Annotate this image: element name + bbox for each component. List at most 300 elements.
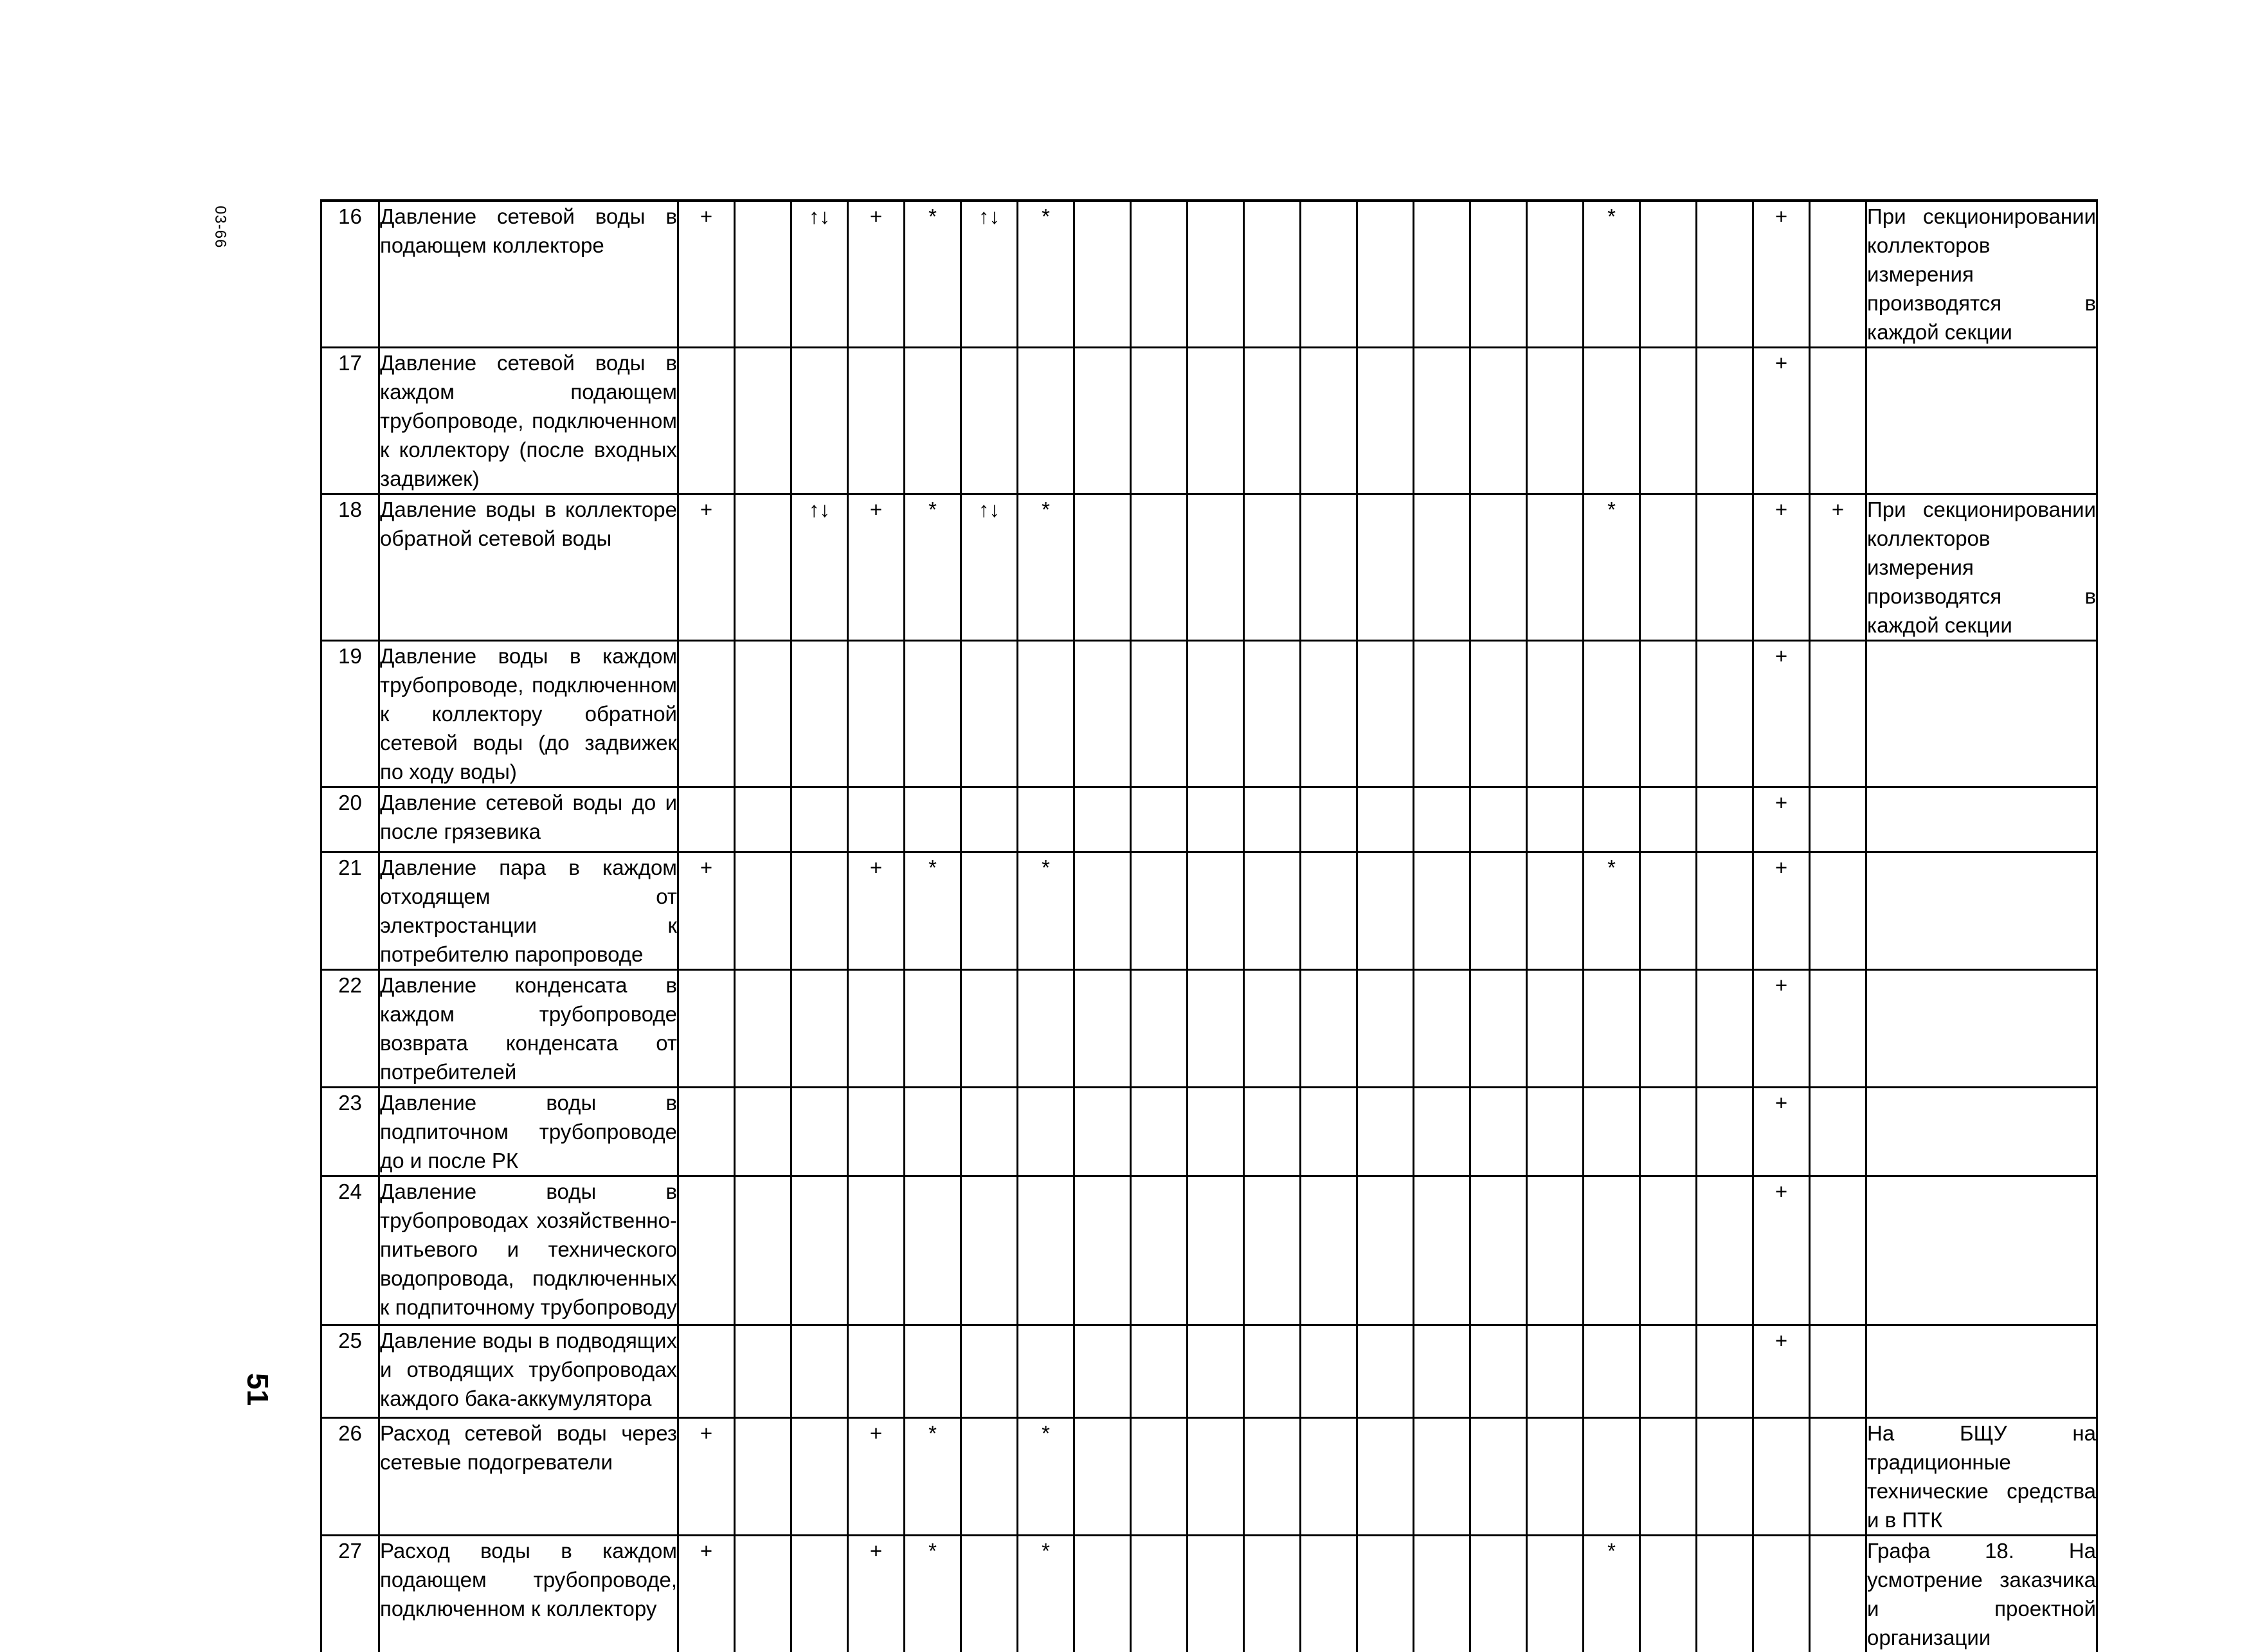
mark-cell xyxy=(848,970,905,1088)
mark-cell xyxy=(1244,852,1301,970)
mark-cell xyxy=(1414,201,1470,348)
table-row xyxy=(321,1418,2097,1536)
mark-cell xyxy=(678,641,735,787)
mark-cell xyxy=(848,1088,905,1176)
mark-cell xyxy=(961,1536,1018,1652)
mark-cell xyxy=(1131,787,1188,852)
note-cell: При секционировании коллекторов измерения производятся в каждой секции xyxy=(1866,494,2097,641)
mark-cell xyxy=(1810,1536,1866,1652)
mark-cell xyxy=(791,1325,848,1418)
mark-cell: + xyxy=(678,1418,735,1536)
mark-cell xyxy=(961,970,1018,1088)
mark-cell xyxy=(735,348,791,494)
mark-cell xyxy=(1357,1418,1414,1536)
note-cell xyxy=(1866,641,2097,787)
page-number: 51 xyxy=(240,1373,275,1406)
mark-cell: * xyxy=(1018,1418,1074,1536)
mark-cell xyxy=(1640,641,1697,787)
mark-cell xyxy=(1188,1536,1244,1652)
mark-cell xyxy=(1357,787,1414,852)
mark-cell xyxy=(1357,641,1414,787)
mark-cell: + xyxy=(678,852,735,970)
mark-cell xyxy=(848,1176,905,1325)
parameter-description: Давление воды в каждом трубопроводе, подключенном к коллектору обратной сетевой воды (до задвижек по ходу воды) xyxy=(379,641,678,787)
mark-cell xyxy=(1018,787,1074,852)
mark-cell xyxy=(791,852,848,970)
mark-cell xyxy=(1470,641,1527,787)
mark-cell xyxy=(1810,1176,1866,1325)
mark-cell xyxy=(1470,1325,1527,1418)
note-cell xyxy=(1866,1176,2097,1325)
mark-cell xyxy=(1470,970,1527,1088)
mark-cell: * xyxy=(1018,201,1074,348)
mark-cell xyxy=(1640,787,1697,852)
mark-cell xyxy=(1414,1418,1470,1536)
mark-cell xyxy=(905,348,961,494)
mark-cell xyxy=(1188,787,1244,852)
mark-cell xyxy=(1131,1418,1188,1536)
mark-cell xyxy=(1357,348,1414,494)
mark-cell xyxy=(1697,1088,1753,1176)
mark-cell xyxy=(1527,1176,1584,1325)
mark-cell xyxy=(1414,1176,1470,1325)
mark-cell xyxy=(1527,494,1584,641)
mark-cell xyxy=(1357,1176,1414,1325)
mark-cell xyxy=(735,1536,791,1652)
note-cell xyxy=(1866,1325,2097,1418)
mark-cell xyxy=(735,787,791,852)
mark-cell xyxy=(678,970,735,1088)
mark-cell xyxy=(1414,1088,1470,1176)
mark-cell xyxy=(678,1176,735,1325)
table-row xyxy=(321,641,2097,787)
mark-cell: + xyxy=(678,494,735,641)
row-number: 25 xyxy=(321,1325,379,1418)
mark-cell xyxy=(1697,348,1753,494)
mark-cell xyxy=(1301,1176,1357,1325)
row-number: 27 xyxy=(321,1536,379,1652)
mark-cell xyxy=(791,1088,848,1176)
row-number: 21 xyxy=(321,852,379,970)
mark-cell xyxy=(1640,1325,1697,1418)
mark-cell xyxy=(1357,494,1414,641)
mark-cell xyxy=(1697,1418,1753,1536)
parameter-description: Давление сетевой воды до и после грязевика xyxy=(379,787,678,852)
mark-cell xyxy=(791,970,848,1088)
mark-cell xyxy=(1527,852,1584,970)
mark-cell xyxy=(1414,494,1470,641)
note-cell xyxy=(1866,852,2097,970)
row-number: 16 xyxy=(321,201,379,348)
mark-cell xyxy=(1074,201,1131,348)
mark-cell xyxy=(905,970,961,1088)
mark-cell xyxy=(1244,1418,1301,1536)
mark-cell: + xyxy=(1753,201,1810,348)
mark-cell: + xyxy=(1810,494,1866,641)
mark-cell xyxy=(905,1176,961,1325)
mark-cell xyxy=(1527,1418,1584,1536)
mark-cell xyxy=(1357,852,1414,970)
mark-cell xyxy=(1357,970,1414,1088)
mark-cell xyxy=(1640,1536,1697,1652)
mark-cell xyxy=(1131,1536,1188,1652)
mark-cell xyxy=(1074,970,1131,1088)
mark-cell: * xyxy=(1584,201,1640,348)
mark-cell xyxy=(1074,787,1131,852)
mark-cell xyxy=(961,1176,1018,1325)
mark-cell xyxy=(848,641,905,787)
mark-cell: ↑↓ xyxy=(791,494,848,641)
mark-cell xyxy=(1018,970,1074,1088)
mark-cell xyxy=(1470,494,1527,641)
mark-cell xyxy=(1810,970,1866,1088)
mark-cell xyxy=(1640,852,1697,970)
parameter-description: Расход сетевой воды через сетевые подогреватели xyxy=(379,1418,678,1536)
mark-cell xyxy=(1470,348,1527,494)
mark-cell xyxy=(1131,494,1188,641)
table-row xyxy=(321,201,2097,348)
mark-cell: + xyxy=(1753,787,1810,852)
mark-cell xyxy=(961,641,1018,787)
mark-cell xyxy=(1414,970,1470,1088)
mark-cell xyxy=(905,1088,961,1176)
mark-cell: * xyxy=(1584,494,1640,641)
note-cell xyxy=(1866,970,2097,1088)
mark-cell xyxy=(1357,1536,1414,1652)
mark-cell xyxy=(678,348,735,494)
table-row xyxy=(321,1325,2097,1418)
mark-cell: + xyxy=(1753,348,1810,494)
table-row xyxy=(321,1536,2097,1652)
mark-cell: + xyxy=(1753,1325,1810,1418)
note-cell: Графа 18. На усмотрение заказчика и проектной организации xyxy=(1866,1536,2097,1652)
mark-cell xyxy=(1584,1088,1640,1176)
table-row xyxy=(321,348,2097,494)
mark-cell: ↑↓ xyxy=(961,201,1018,348)
mark-cell xyxy=(1584,348,1640,494)
mark-cell xyxy=(1527,1325,1584,1418)
mark-cell xyxy=(905,641,961,787)
mark-cell xyxy=(1131,348,1188,494)
mark-cell xyxy=(1640,1418,1697,1536)
mark-cell xyxy=(961,1325,1018,1418)
mark-cell xyxy=(1414,1536,1470,1652)
mark-cell: * xyxy=(905,201,961,348)
mark-cell xyxy=(1753,1418,1810,1536)
mark-cell: ↑↓ xyxy=(961,494,1018,641)
mark-cell xyxy=(1188,1418,1244,1536)
mark-cell xyxy=(1640,970,1697,1088)
mark-cell xyxy=(1810,641,1866,787)
parameter-description: Расход воды в каждом подающем трубопроводе, подключенном к коллектору xyxy=(379,1536,678,1652)
mark-cell xyxy=(678,787,735,852)
mark-cell xyxy=(1640,348,1697,494)
row-number: 19 xyxy=(321,641,379,787)
mark-cell: + xyxy=(1753,641,1810,787)
mark-cell: * xyxy=(905,494,961,641)
mark-cell xyxy=(1244,494,1301,641)
note-cell xyxy=(1866,348,2097,494)
mark-cell xyxy=(1188,641,1244,787)
mark-cell xyxy=(1018,1176,1074,1325)
mark-cell xyxy=(1640,1088,1697,1176)
mark-cell: + xyxy=(1753,970,1810,1088)
mark-cell xyxy=(1018,641,1074,787)
row-number: 17 xyxy=(321,348,379,494)
mark-cell xyxy=(1810,201,1866,348)
table-row xyxy=(321,970,2097,1088)
table-row xyxy=(321,787,2097,852)
mark-cell xyxy=(1301,970,1357,1088)
mark-cell xyxy=(1018,348,1074,494)
mark-cell xyxy=(1470,787,1527,852)
mark-cell xyxy=(1131,201,1188,348)
mark-cell xyxy=(1188,348,1244,494)
mark-cell xyxy=(735,641,791,787)
mark-cell xyxy=(1697,1176,1753,1325)
table-row xyxy=(321,494,2097,641)
mark-cell xyxy=(1131,970,1188,1088)
mark-cell xyxy=(1470,1418,1527,1536)
mark-cell xyxy=(961,1418,1018,1536)
mark-cell xyxy=(1301,787,1357,852)
parameter-description: Давление пара в каждом отходящем от электростанции к потребителю паропроводе xyxy=(379,852,678,970)
mark-cell xyxy=(1697,641,1753,787)
mark-cell xyxy=(1018,1325,1074,1418)
mark-cell xyxy=(1131,852,1188,970)
row-number: 23 xyxy=(321,1088,379,1176)
mark-cell xyxy=(735,1418,791,1536)
mark-cell: * xyxy=(1584,1536,1640,1652)
note-cell: При секционировании коллекторов измерения производятся в каждой секции xyxy=(1866,201,2097,348)
mark-cell: + xyxy=(848,494,905,641)
mark-cell xyxy=(1697,1536,1753,1652)
mark-cell xyxy=(1697,494,1753,641)
table-row xyxy=(321,852,2097,970)
mark-cell xyxy=(1301,1325,1357,1418)
mark-cell xyxy=(1697,787,1753,852)
mark-cell xyxy=(735,494,791,641)
mark-cell xyxy=(961,348,1018,494)
mark-cell xyxy=(1131,1176,1188,1325)
mark-cell xyxy=(1244,787,1301,852)
mark-cell xyxy=(1244,1176,1301,1325)
mark-cell xyxy=(1188,201,1244,348)
mark-cell xyxy=(1074,1536,1131,1652)
mark-cell xyxy=(1244,1088,1301,1176)
mark-cell: + xyxy=(848,1418,905,1536)
mark-cell xyxy=(1527,348,1584,494)
row-number: 24 xyxy=(321,1176,379,1325)
mark-cell xyxy=(1301,201,1357,348)
note-cell xyxy=(1866,787,2097,852)
mark-cell xyxy=(1584,1176,1640,1325)
mark-cell xyxy=(1414,852,1470,970)
mark-cell xyxy=(905,787,961,852)
mark-cell xyxy=(1527,641,1584,787)
parameter-description: Давление воды в трубопроводах хозяйственно-питьевого и технического водопровода, подключенных к подпиточному трубопроводу xyxy=(379,1176,678,1325)
parameter-description: Давление воды в коллекторе обратной сетевой воды xyxy=(379,494,678,641)
mark-cell xyxy=(1074,1418,1131,1536)
mark-cell xyxy=(1527,1088,1584,1176)
mark-cell xyxy=(1131,1088,1188,1176)
mark-cell: + xyxy=(678,201,735,348)
mark-cell: ↑↓ xyxy=(791,201,848,348)
mark-cell: + xyxy=(848,1536,905,1652)
mark-cell: + xyxy=(678,1536,735,1652)
mark-cell xyxy=(735,1325,791,1418)
mark-cell xyxy=(1244,348,1301,494)
mark-cell xyxy=(1188,1325,1244,1418)
mark-cell xyxy=(1074,494,1131,641)
mark-cell xyxy=(1414,641,1470,787)
mark-cell xyxy=(1244,1325,1301,1418)
mark-cell xyxy=(1244,970,1301,1088)
mark-cell xyxy=(1188,970,1244,1088)
mark-cell xyxy=(1470,1088,1527,1176)
mark-cell: * xyxy=(1018,852,1074,970)
mark-cell xyxy=(848,348,905,494)
mark-cell xyxy=(1584,1418,1640,1536)
parameters-table xyxy=(320,199,2098,1652)
mark-cell xyxy=(1640,494,1697,641)
mark-cell xyxy=(735,852,791,970)
mark-cell xyxy=(678,1325,735,1418)
table-row xyxy=(321,1088,2097,1176)
mark-cell: * xyxy=(905,852,961,970)
mark-cell xyxy=(1188,1176,1244,1325)
mark-cell xyxy=(735,201,791,348)
mark-cell xyxy=(791,1176,848,1325)
mark-cell xyxy=(1414,1325,1470,1418)
mark-cell xyxy=(735,1088,791,1176)
mark-cell xyxy=(1074,1325,1131,1418)
mark-cell xyxy=(1301,852,1357,970)
mark-cell xyxy=(1357,201,1414,348)
mark-cell xyxy=(1584,787,1640,852)
row-number: 20 xyxy=(321,787,379,852)
mark-cell xyxy=(1074,1088,1131,1176)
mark-cell xyxy=(1810,852,1866,970)
mark-cell xyxy=(735,970,791,1088)
mark-cell xyxy=(791,1418,848,1536)
mark-cell xyxy=(1527,1536,1584,1652)
mark-cell xyxy=(1301,641,1357,787)
mark-cell: + xyxy=(1753,1176,1810,1325)
mark-cell: + xyxy=(1753,852,1810,970)
mark-cell xyxy=(961,787,1018,852)
parameter-description: Давление конденсата в каждом трубопроводе возврата конденсата от потребителей xyxy=(379,970,678,1088)
mark-cell xyxy=(1414,348,1470,494)
table-row xyxy=(321,1176,2097,1325)
note-cell: На БЩУ на традиционные технические средства и в ПТК xyxy=(1866,1418,2097,1536)
mark-cell xyxy=(1074,641,1131,787)
mark-cell xyxy=(905,1325,961,1418)
mark-cell xyxy=(1697,1325,1753,1418)
mark-cell xyxy=(848,1325,905,1418)
mark-cell: + xyxy=(1753,1088,1810,1176)
parameter-description: Давление сетевой воды в каждом подающем трубопроводе, подключенном к коллектору (после входных задвижек) xyxy=(379,348,678,494)
mark-cell xyxy=(848,787,905,852)
mark-cell: * xyxy=(1018,1536,1074,1652)
mark-cell xyxy=(1188,852,1244,970)
mark-cell xyxy=(961,852,1018,970)
mark-cell xyxy=(1810,1325,1866,1418)
mark-cell xyxy=(1810,787,1866,852)
mark-cell xyxy=(1357,1088,1414,1176)
mark-cell xyxy=(1188,494,1244,641)
mark-cell: + xyxy=(848,852,905,970)
mark-cell xyxy=(1074,348,1131,494)
row-number: 22 xyxy=(321,970,379,1088)
mark-cell xyxy=(791,641,848,787)
document-code: 03-66 xyxy=(211,206,229,248)
mark-cell xyxy=(1584,641,1640,787)
mark-cell: * xyxy=(1584,852,1640,970)
row-number: 18 xyxy=(321,494,379,641)
mark-cell xyxy=(1810,348,1866,494)
parameter-description: Давление воды в подводящих и отводящих трубопроводах каждого бака-аккумулятора xyxy=(379,1325,678,1418)
mark-cell: * xyxy=(1018,494,1074,641)
mark-cell xyxy=(1470,852,1527,970)
parameter-description: Давление сетевой воды в подающем коллекторе xyxy=(379,201,678,348)
mark-cell xyxy=(1527,201,1584,348)
mark-cell xyxy=(1697,201,1753,348)
mark-cell xyxy=(1188,1088,1244,1176)
mark-cell xyxy=(791,1536,848,1652)
mark-cell xyxy=(1244,1536,1301,1652)
mark-cell xyxy=(1131,641,1188,787)
note-cell xyxy=(1866,1088,2097,1176)
mark-cell: + xyxy=(848,201,905,348)
parameter-description: Давление воды в подпиточном трубопроводе до и после РК xyxy=(379,1088,678,1176)
mark-cell xyxy=(1470,1176,1527,1325)
mark-cell xyxy=(1697,970,1753,1088)
mark-cell xyxy=(1810,1088,1866,1176)
mark-cell xyxy=(1301,494,1357,641)
mark-cell xyxy=(1640,201,1697,348)
mark-cell xyxy=(1584,970,1640,1088)
mark-cell xyxy=(1527,787,1584,852)
mark-cell xyxy=(735,1176,791,1325)
mark-cell xyxy=(1470,201,1527,348)
mark-cell xyxy=(1244,641,1301,787)
mark-cell xyxy=(1697,852,1753,970)
mark-cell xyxy=(1244,201,1301,348)
mark-cell xyxy=(678,1088,735,1176)
mark-cell xyxy=(1074,1176,1131,1325)
row-number: 26 xyxy=(321,1418,379,1536)
mark-cell xyxy=(1470,1536,1527,1652)
mark-cell: + xyxy=(1753,494,1810,641)
mark-cell xyxy=(1131,1325,1188,1418)
mark-cell xyxy=(1527,970,1584,1088)
mark-cell xyxy=(1301,348,1357,494)
mark-cell xyxy=(1584,1325,1640,1418)
mark-cell xyxy=(791,348,848,494)
mark-cell xyxy=(791,787,848,852)
mark-cell xyxy=(1414,787,1470,852)
mark-cell xyxy=(1357,1325,1414,1418)
mark-cell xyxy=(1074,852,1131,970)
mark-cell xyxy=(1753,1536,1810,1652)
mark-cell xyxy=(961,1088,1018,1176)
mark-cell xyxy=(1301,1536,1357,1652)
mark-cell xyxy=(1301,1088,1357,1176)
mark-cell xyxy=(1018,1088,1074,1176)
mark-cell: * xyxy=(905,1418,961,1536)
mark-cell: * xyxy=(905,1536,961,1652)
